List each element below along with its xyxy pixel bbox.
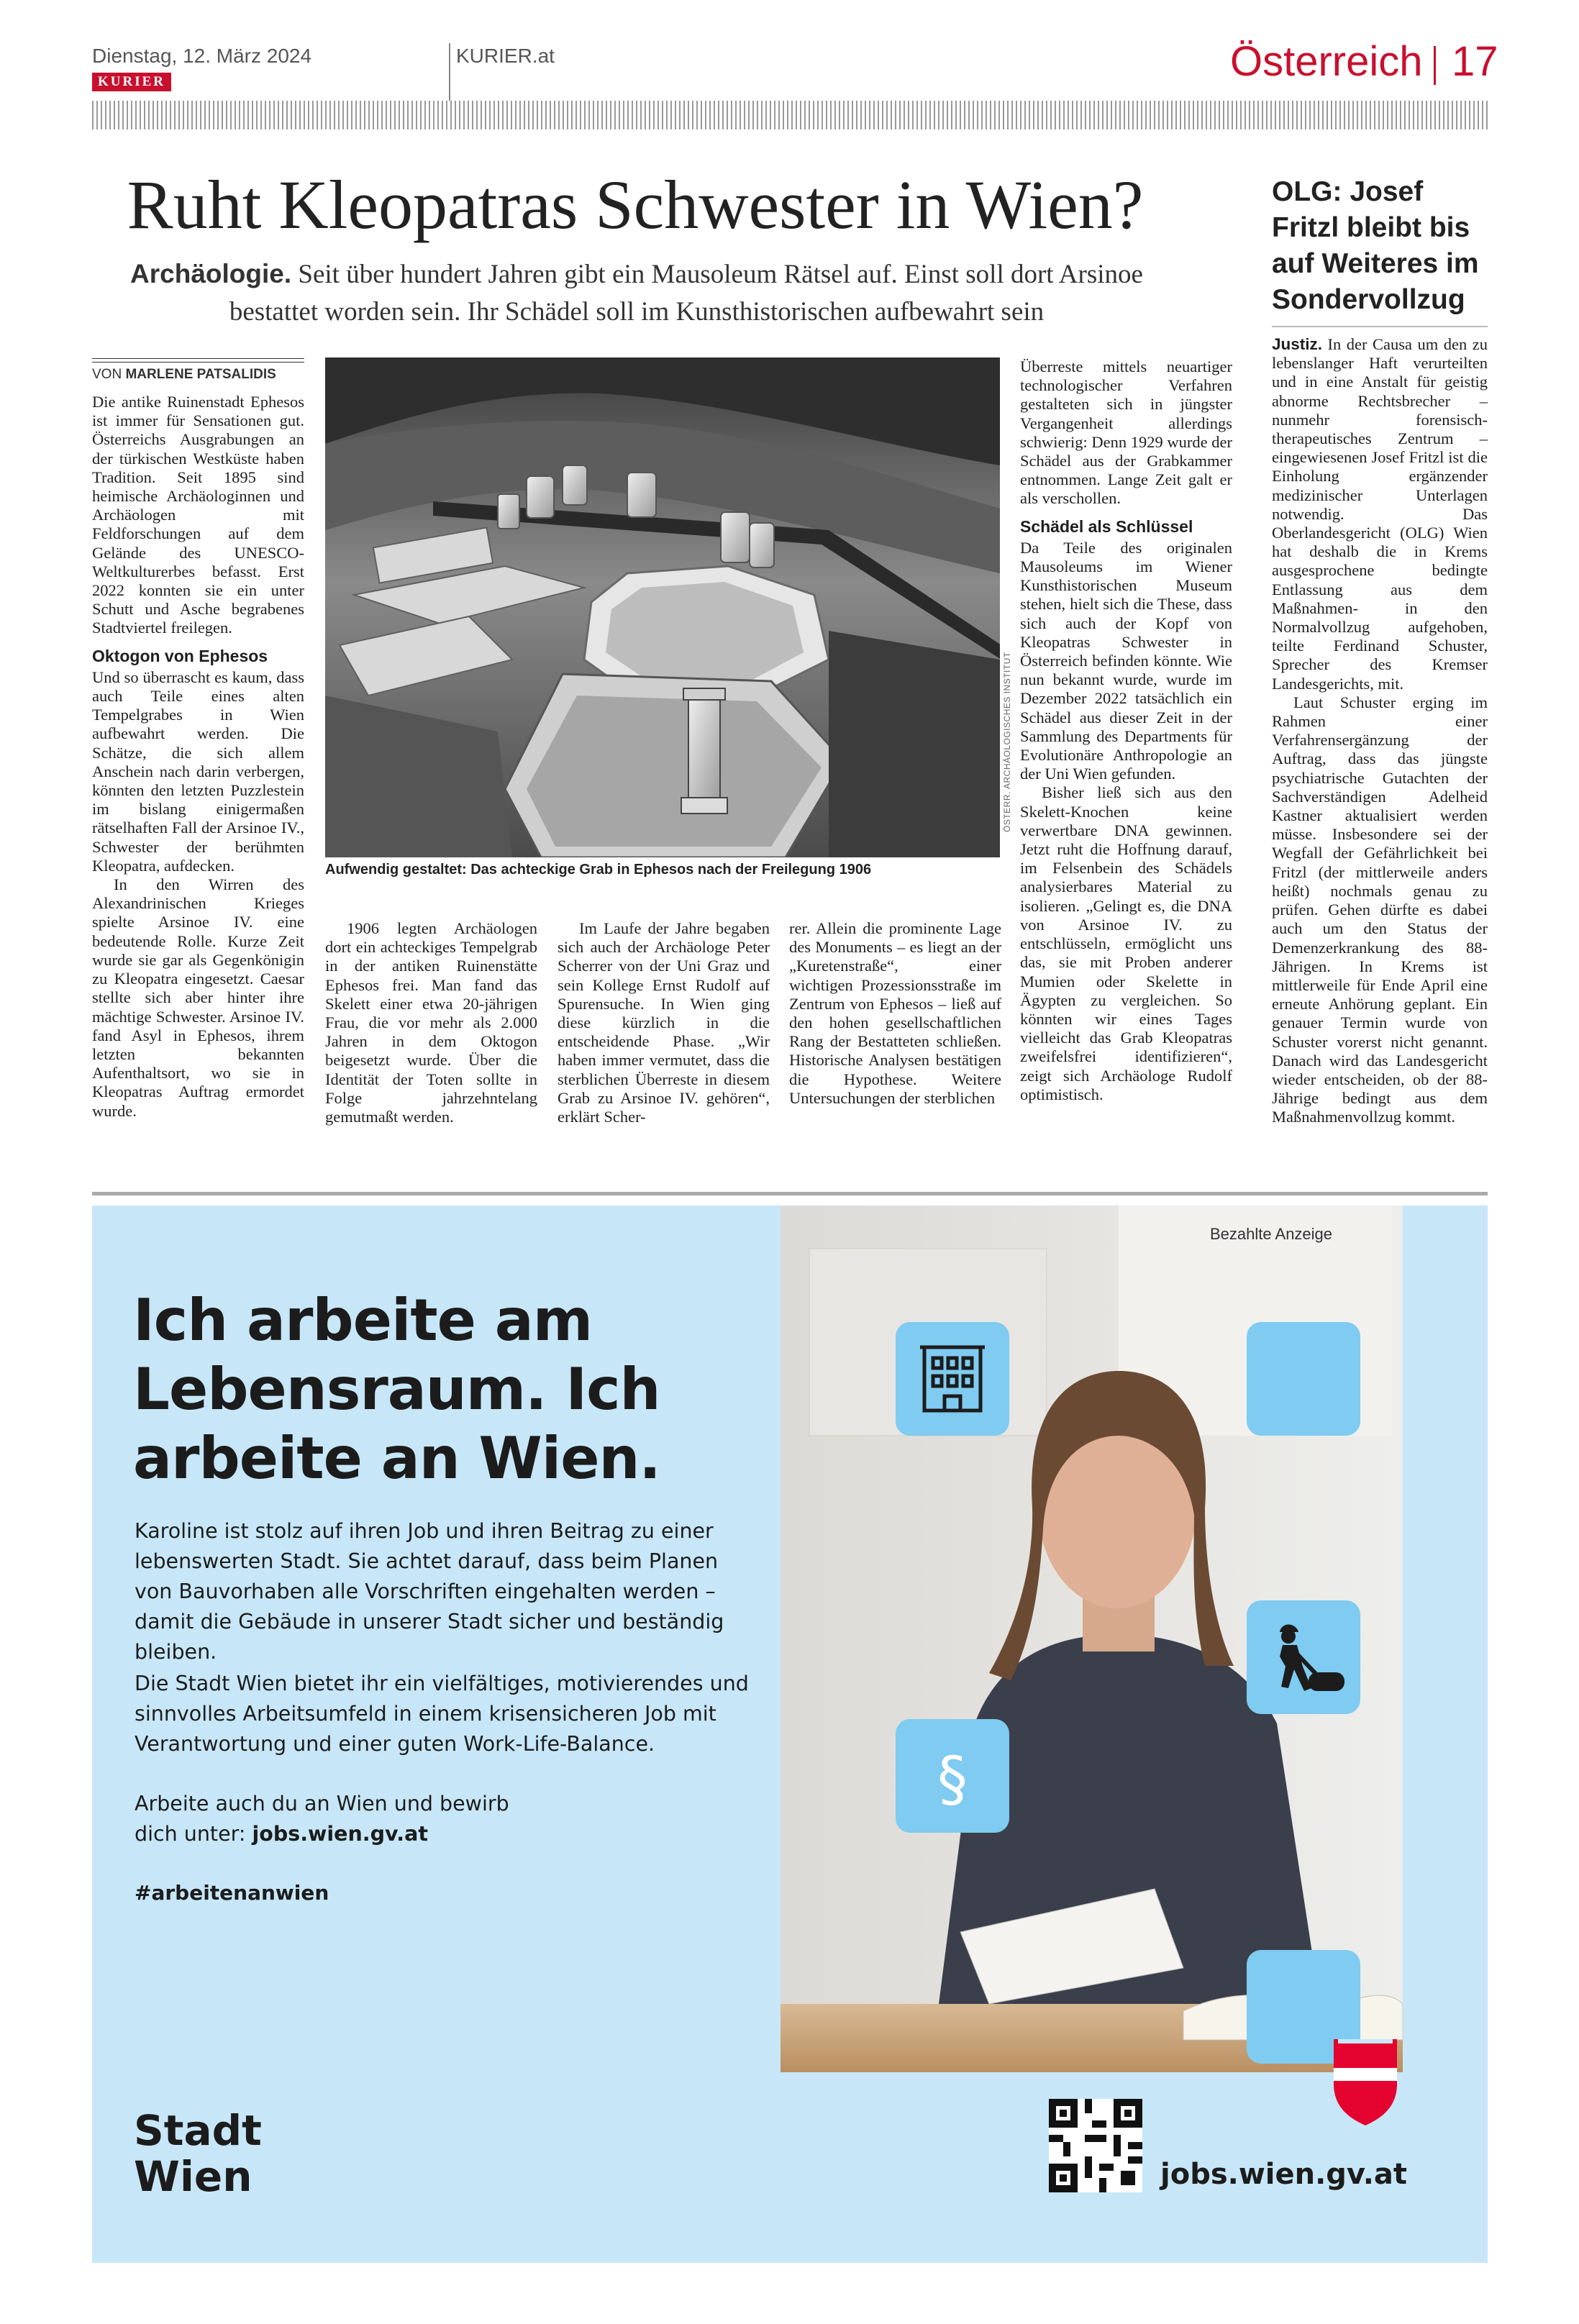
paragraph: [1272, 335, 1488, 693]
photo-credit: ÖSTERR. ARCHÄOLOGISCHES INSTITUT: [1002, 652, 1012, 832]
side-article-headline: OLG: Josef Fritzl bleibt bis auf Weiteres im Sondervollzug: [1272, 176, 1479, 315]
byline-author: MARLENE PATSALIDIS: [125, 367, 276, 382]
byline-rule: [92, 358, 304, 363]
issue-date: Dienstag, 12. März 2024: [92, 45, 312, 67]
ad-url[interactable]: jobs.wien.gv.at: [1160, 2158, 1408, 2191]
site-url[interactable]: KURIER.at: [456, 45, 555, 67]
ad-hashtag[interactable]: #arbeitenanwien: [135, 1881, 329, 1905]
side-article-rule: [1272, 326, 1488, 327]
kurier-logo: KURIER: [92, 73, 171, 91]
logo-line: Stadt: [134, 2106, 262, 2155]
cta-text: Arbeite auch du an Wien und bewirb dich unter:: [135, 1792, 509, 1846]
side-text: In der Causa um den zu lebenslanger Haft verurteilten und in eine Anstalt für geistig abnorme Rechtsbrecher – nunmehr forensisch-therapeutisches Zentrum – eingewiesenen Josef Fritzl ist die Einholung ergänzender medizinischer Unterlagen notwendig. Das Oberlandesgericht (OLG) Wien hat deshalb die in Krems ausgesprochene bedingte Entlassung aus dem Maßnahmen- in den Normalvollzug aufgehoben, teilte Ferdinand Schuster, Sprecher des Kremser Landesgerichts, mit.: [1272, 335, 1488, 693]
deck-kicker: Archäologie.: [130, 259, 292, 288]
paragraph: Bisher ließ sich aus den Skelett-Knochen keine verwertbare DNA gewinnen. Jetzt ruht die Hoffnung darauf, im Felsenbein des Schädels analysierbares Material zu isolieren. „Gelingt es, die DNA von Arsinoe IV. zu entschlüsseln, ermöglicht uns das, sie mit Proben anderer Mumien oder Skelette in Ägypten zu vergleichen. So könnten wir eines Tages vielleicht das Grab Kleopatras zweifelsfrei identifizieren“, zeigt sich Archäologe Rudolf optimistisch.: [1020, 783, 1232, 1103]
ad-separator: [92, 1192, 1488, 1195]
subheading: Oktogon von Ephesos: [92, 646, 268, 665]
article-column-1: [92, 393, 304, 1121]
ad-paragraph: Karoline ist stolz auf ihren Job und ihren Beitrag zu einer lebenswerten Stadt. Sie achtet darauf, dass beim Planen von Bauvorhaben alle Vorschriften eingehalten werden – damit die Gebäude in unserer Stadt sicher und beständig bleiben.: [135, 1519, 724, 1664]
deck-text: Seit über hundert Jahren gibt ein Mausoleum Rätsel auf. Einst soll dort Arsinoe bestattet worden sein. Ihr Schädel soll im Kunsthistorischen aufbewahrt sein: [229, 260, 1143, 327]
construction-worker-icon: [1247, 1600, 1360, 1714]
header-hatch-band: [92, 101, 1488, 129]
ad-paragraph: Die Stadt Wien bietet ihr ein vielfältiges, motivierendes und sinnvolles Arbeitsumfeld in einem krisensicheren Job mit Verantwortung und einer guten Work-Life-Balance.: [135, 1672, 749, 1756]
paragraph: Im Laufe der Jahre begaben sich auch der Archäologe Peter Scherrer von der Uni Graz und sein Kollege Ernst Rudolf auf Spurensuche. In Wien ging diese kürzlich in die entscheidende Phase. „Wir haben immer vermutet, dass die sterblichen Überreste in diesem Grab zu Arsinoe IV. gehören“, erklärt Scher-: [558, 919, 770, 1126]
stadt-wien-logo: [134, 2107, 262, 2200]
wien-shield-icon: [1331, 2039, 1400, 2125]
paragraph: Da Teile des originalen Mausoleums im Wiener Kunsthistorischen Museum stehen, hielt sich die These, dass sich auch der Kopf von Kleopatras Schwester in Österreich befinden könnte. Wie nun bekannt wurde, wurde im Dezember 2022 tatsächlich ein Schädel aus dieser Zeit in der Sammlung des Departments für Evolutionäre Anthropologie an der Uni Wien gefunden.: [1020, 538, 1232, 783]
building-icon: [896, 1322, 1009, 1436]
paragraph: Laut Schuster erging im Rahmen einer Verfahrensergänzung der Auftrag, dass das jüngste psychiatrische Gutachten der Sachverständigen Adelheid Kastner aktualisiert werden müsse. Insbesondere sei der Wegfall der Gefährlichkeit bei Fritzl (der mittlerweile anders heißt) nochmals genau zu prüfen. Gehen dürfte es dabei auch um den Status der Demenzerkrankung des 88-Jährigen. In Krems ist mittlerweile für Ende April eine erneute Anhörung geplant. Ein genauer Termin wurde von Schuster vorerst nicht genannt. Danach wird das Landesgericht wieder entscheiden, ob der 88-Jährige bedingt aus dem Maßnahmenvollzug kommt.: [1272, 693, 1488, 1126]
paid-ad-label: Bezahlte Anzeige: [1210, 1225, 1333, 1243]
paragraph: Und so überrascht es kaum, dass auch Teile eines alten Tempelgrabes in Wien aufbewahrt werden. Die Schätze, die sich allem Anschein nach darin verbergen, könnten den letzten Puzzlestein im bislang einigermaßen rätselhaften Fall der Arsinoe IV., Schwester der berühmten Kleopatra, aufdecken.: [92, 667, 304, 875]
header-divider: [449, 43, 450, 102]
section-title: Österreich: [1230, 38, 1423, 85]
paragraph: Überreste mittels neuartiger technologischer Verfahren gestalteten sich in jüngster Vergangenheit allerdings schwierig: Denn 1929 wurde der Schädel aus der Grabkammer entnommen. Lange Zeit galt er als verschollen.: [1020, 357, 1232, 508]
article-headline: Ruht Kleopatras Schwester in Wien?: [127, 166, 1144, 243]
byline: [92, 367, 276, 383]
article-column-3: [558, 919, 770, 1126]
cta-link[interactable]: jobs.wien.gv.at: [252, 1822, 428, 1846]
section-divider: [1434, 46, 1436, 85]
paragraph: Die antike Ruinenstadt Ephesos ist immer für Sensationen gut. Österreichs Ausgrabungen an der türkischen Westküste haben Tradition. Seit 1895 sind heimische Archäologinnen und Archäologen mit Feldforschungen auf dem Gelände des UNESCO-Weltkulturerbes befasst. Erst 2022 konnten sie ein unter Schutt und Asche begrabenes Stadtviertel freilegen.: [92, 393, 304, 637]
side-kicker: Justiz.: [1272, 335, 1323, 353]
ephesos-octagon-photo: [325, 357, 1000, 857]
svg-text:§: §: [937, 1744, 968, 1814]
ad-headline: Ich arbeite am Lebensraum. Ich arbeite an Wien.: [133, 1287, 660, 1492]
blank-tile: [1247, 1322, 1360, 1436]
byline-prefix: VON: [92, 367, 126, 382]
logo-line: Wien: [134, 2152, 252, 2201]
photo-caption: Aufwendig gestaltet: Das achteckige Grab in Ephesos nach der Freilegung 1906: [325, 862, 872, 878]
side-article-body: [1272, 335, 1488, 1127]
paragraph: rer. Allein die prominente Lage des Monuments – es liegt an der „Kuretenstraße“, einer wichtigen Prozessionsstraße im Zentrum von Ephesos – ließ auf den hohen gesellschaftlichen Rang der Bestatteten schließen. Historische Analysen bestätigen die Hypothese. Weitere Untersuchungen der sterblichen: [789, 919, 1001, 1107]
paragraph-icon: [896, 1719, 1009, 1833]
article-deck: [115, 255, 1158, 331]
article-column-4: [789, 919, 1001, 1108]
article-column-5: [1020, 357, 1232, 1104]
ad-call-to-action: [135, 1789, 537, 1849]
article-column-2: [325, 919, 537, 1126]
subheading: Schädel als Schlüssel: [1020, 516, 1193, 536]
qr-code-icon[interactable]: [1049, 2099, 1142, 2192]
paragraph: 1906 legten Archäologen dort ein achteckiges Tempelgrab in der antiken Ruinenstätte Ephesos frei. Man fand das Skelett einer etwa 20-jährigen Frau, die vor mehr als 2.000 Jahren in dem Oktogon beigesetzt wurde. Über die Identität der Toten sollte in Folge jahrzehntelang gemutmaßt werden.: [325, 919, 537, 1126]
paragraph: In den Wirren des Alexandrinischen Krieges spielte Arsinoe IV. eine bedeutende Rolle. Kurze Zeit wurde sie gar als Gegenkönigin zu Kleopatra eingesetzt. Caesar stellte sich aber hinter ihre mächtige Schwester. Arsinoe IV. fand Asyl in Ephesos, ihrem letzten bekannten Aufenthaltsort, wo sie in Kleopatras Auftrag ermordet wurde.: [92, 875, 304, 1120]
page-number: 17: [1452, 38, 1498, 85]
